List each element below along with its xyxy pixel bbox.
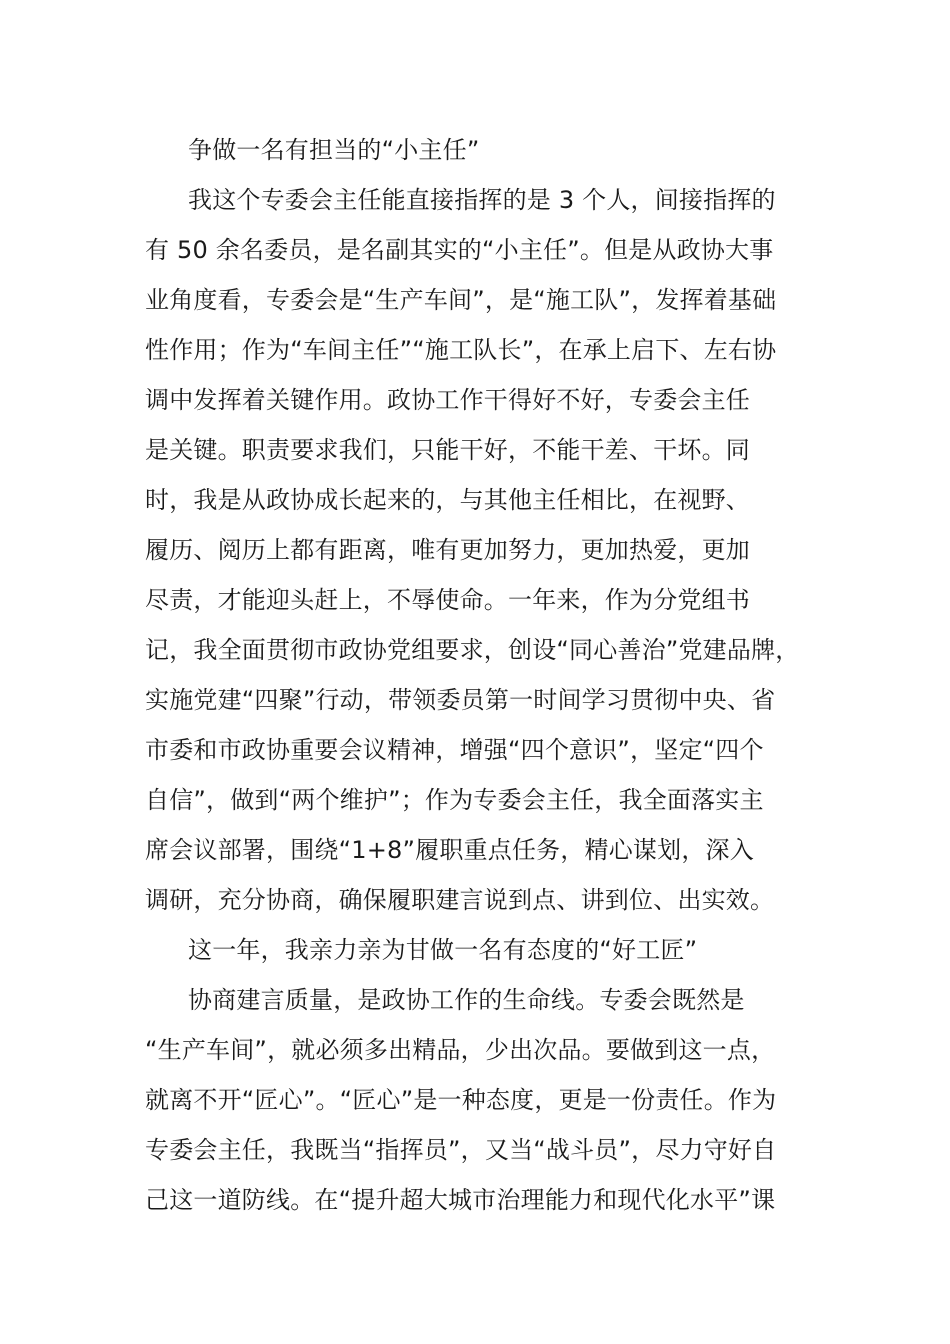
body-line: 市委和市政协重要会议精神，增强“四个意识”，坚定“四个: [145, 736, 764, 764]
body-line: 调中发挥着关键作用。政协工作干得好不好，专委会主任: [145, 386, 750, 414]
section-heading-1: 争做一名有担当的“小主任”: [188, 136, 480, 164]
body-line: 就离不开“匠心”。“匠心”是一种态度，更是一份责任。作为: [145, 1086, 777, 1114]
document-body: [145, 125, 825, 1225]
body-line: 协商建言质量，是政协工作的生命线。专委会既然是: [188, 986, 745, 1014]
body-line: 调研，充分协商，确保履职建言说到点、讲到位、出实效。: [145, 886, 775, 914]
body-line: 席会议部署，围绕“1+8”履职重点任务，精心谋划，深入: [145, 836, 754, 864]
body-line: 时，我是从政协成长起来的，与其他主任相比，在视野、: [145, 486, 750, 514]
body-line: 记，我全面贯彻市政协党组要求，创设“同心善治”党建品牌，: [145, 636, 800, 664]
body-line: 自信”，做到“两个维护”；作为专委会主任，我全面落实主: [145, 786, 764, 814]
body-line: 业角度看，专委会是“生产车间”，是“施工队”，发挥着基础: [145, 286, 777, 314]
body-line: 性作用；作为“车间主任”“施工队长”，在承上启下、左右协: [145, 336, 777, 364]
body-line: 有 50 余名委员，是名副其实的“小主任”。但是从政协大事: [145, 236, 774, 264]
body-line: 专委会主任，我既当“指挥员”，又当“战斗员”，尽力守好自: [145, 1136, 777, 1164]
body-line: “生产车间”，就必须多出精品，少出次品。要做到这一点，: [145, 1036, 776, 1064]
body-line: 是关键。职责要求我们，只能干好，不能干差、干坏。同: [145, 436, 750, 464]
body-line: 履历、阅历上都有距离，唯有更加努力，更加热爱，更加: [145, 536, 750, 564]
body-line: 尽责，才能迎头赶上，不辱使命。一年来，作为分党组书: [145, 586, 750, 614]
body-line: 实施党建“四聚”行动，带领委员第一时间学习贯彻中央、省: [145, 686, 776, 714]
body-line: 我这个专委会主任能直接指挥的是 3 个人，间接指挥的: [188, 186, 776, 214]
section-heading-2: 这一年，我亲力亲为甘做一名有态度的“好工匠”: [188, 936, 698, 964]
body-line: 己这一道防线。在“提升超大城市治理能力和现代化水平”课: [145, 1186, 776, 1214]
